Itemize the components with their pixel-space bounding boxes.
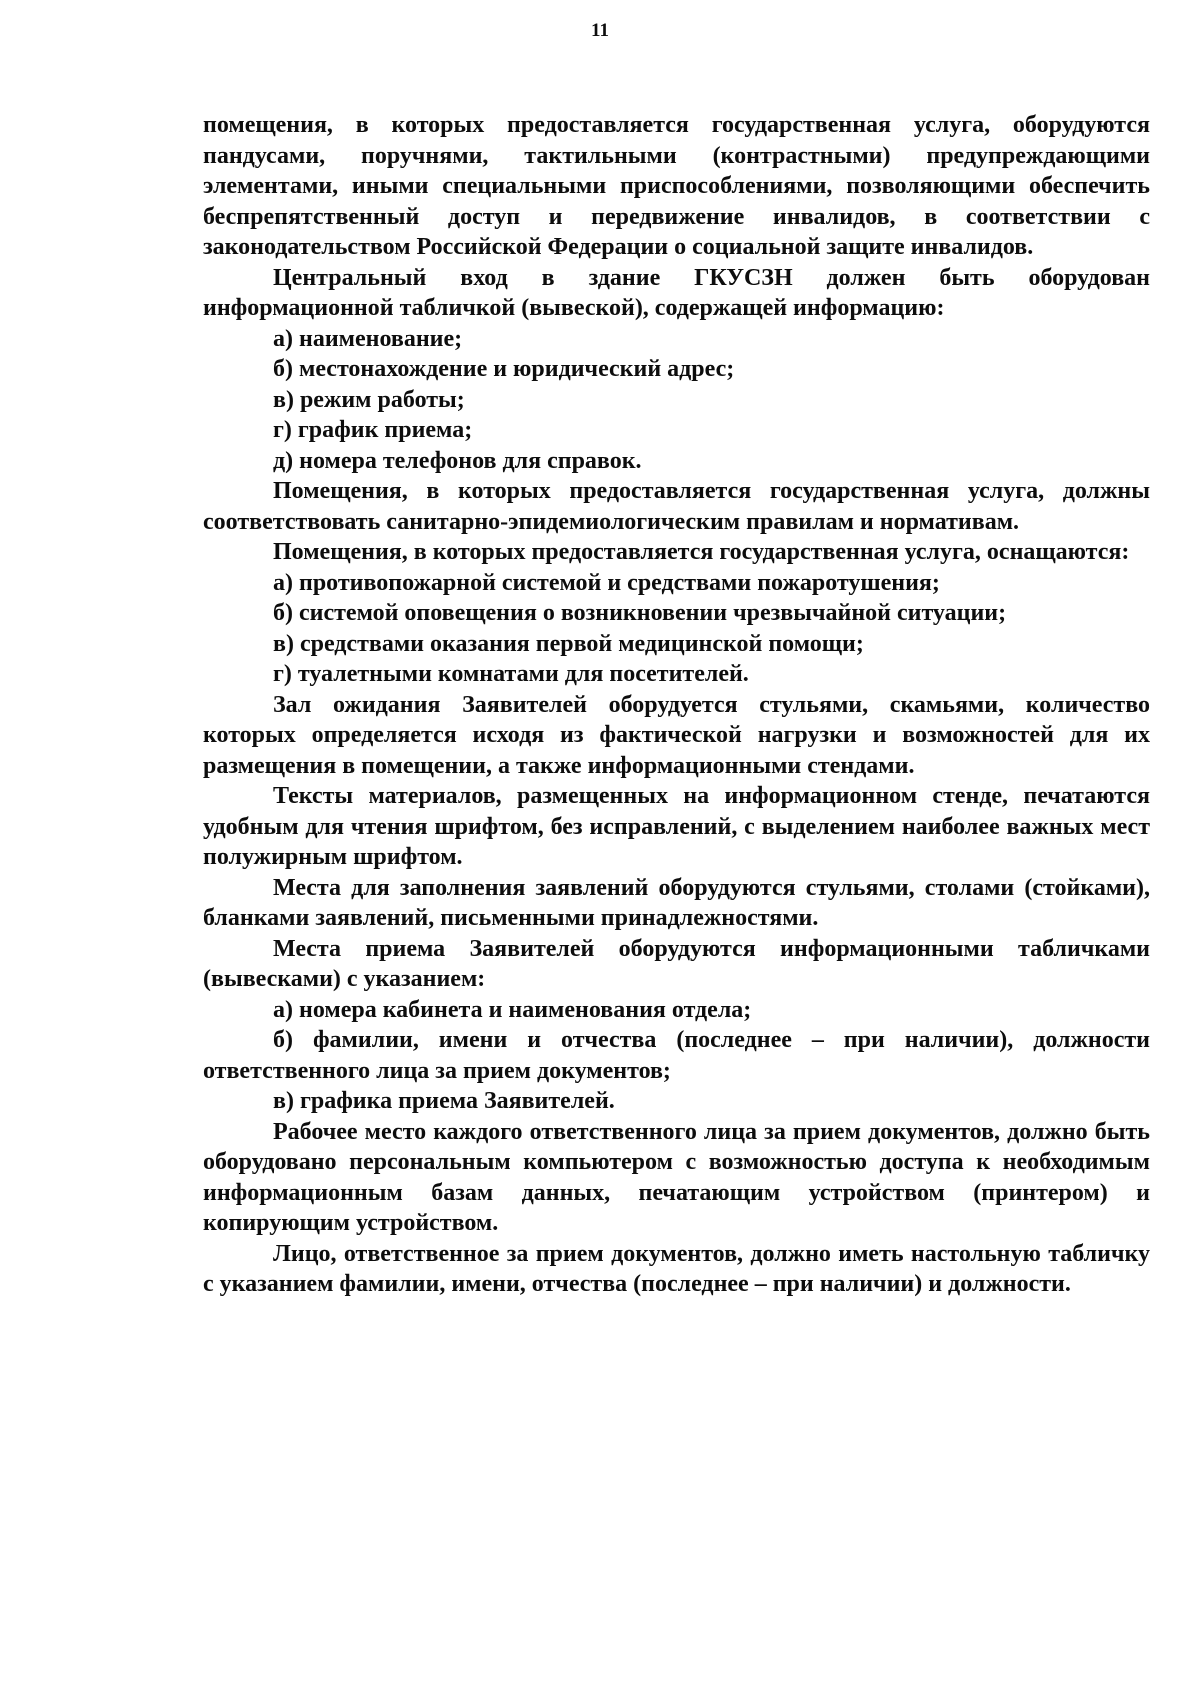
list-item: г) туалетными комнатами для посетителей. [273,661,749,687]
paragraph: Места для заполнения заявлений оборудуются стульями, столами (стойками), бланками заявлений, письменными принадлежностями. [203,874,1150,931]
list-item: д) номера телефонов для справок. [273,447,642,474]
page-number: 11 [591,20,609,41]
list-item: в) графика приема Заявителей. [273,1088,615,1114]
paragraph: помещения, в которых предоставляется государственная услуга, оборудуются пандусами, поручнями, тактильными (контрастными) предупреждающими элементами, иными специальными приспособлениями, позволяющими обеспечить беспрепятственный доступ и передвижение инвалидов, в соответствии с законодательством Российской Федерации о социальной защите инвалидов. [203,112,1150,260]
list-item: в) средствами оказания первой медицинской помощи; [273,630,864,657]
paragraph: Места приема Заявителей оборудуются информационными табличками (вывесками) с указанием: [203,935,1150,992]
list-item: б) системой оповещения о возникновении чрезвычайной ситуации; [273,600,1007,626]
list-item: а) противопожарной системой и средствами пожаротушения; [273,569,940,596]
paragraph: Лицо, ответственное за прием документов, должно иметь настольную табличку с указанием фамилии, имени, отчества (последнее – при наличии) и должности. [203,1240,1150,1297]
paragraph: Зал ожидания Заявителей оборудуется стульями, скамьями, количество которых определяется исходя из фактической нагрузки и возможностей для их размещения в помещении, а также информационными стендами. [203,691,1150,779]
list-item: г) график приема; [273,417,473,443]
list-item: а) номера кабинета и наименования отдела; [273,996,752,1023]
paragraph: Помещения, в которых предоставляется государственная услуга, оснащаются: [273,539,1130,565]
paragraph: Рабочее место каждого ответственного лица за прием документов, должно быть оборудовано персональным компьютером с возможностью доступа к необходимым информационным базам данных, печатающим устройством (принтером) и копирующим устройством. [203,1118,1150,1236]
list-item: в) режим работы; [273,386,465,413]
document-body [203,110,1150,1300]
paragraph: б) фамилии, имени и отчества (последнее – при наличии), должности ответственного лица за прием документов; [203,1027,1150,1084]
list-item: б) местонахождение и юридический адрес; [273,356,735,382]
paragraph: Центральный вход в здание ГКУСЗН должен быть оборудован информационной табличкой (вывеской), содержащей информацию: [203,264,1150,321]
paragraph: Помещения, в которых предоставляется государственная услуга, должны соответствовать санитарно-эпидемиологическим правилам и нормативам. [203,478,1150,535]
list-item: а) наименование; [273,325,463,352]
paragraph: Тексты материалов, размещенных на информационном стенде, печатаются удобным для чтения шрифтом, без исправлений, с выделением наиболее важных мест полужирным шрифтом. [203,783,1150,870]
